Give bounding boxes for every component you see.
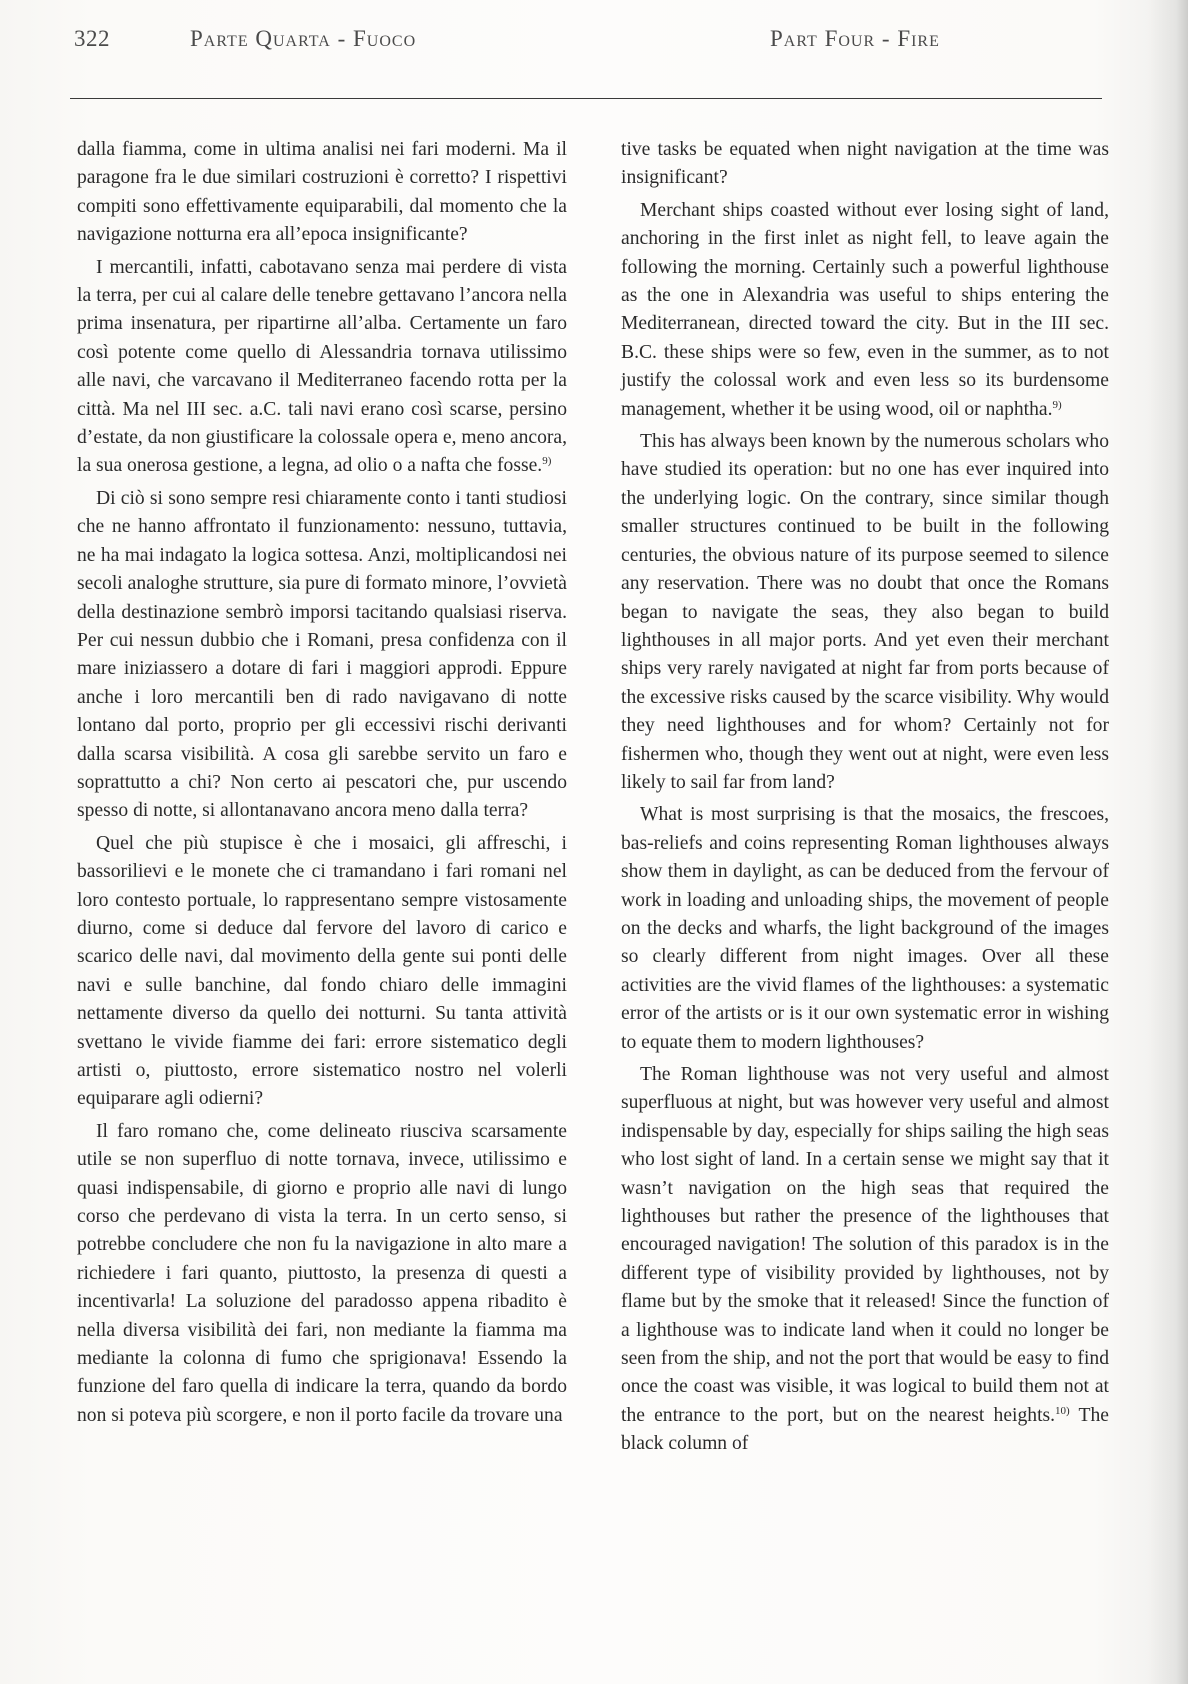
paragraph-text: Di ciò si sono sempre resi chiaramente conto i tanti studiosi che ne hanno affrontato il funzionamento: nessuno, tuttavia, ne ha mai indagato la logica sottesa. Anzi, moltiplicandosi nei secoli analoghe strutture, sia pure di formato minore, l’ovvietà della destinazione sembrò imporsi tacitando qualsiasi riserva. Per cui nessun dubbio che i Romani, presa confidenza con il mare iniziassero a dotare di fari i maggiori approdi. Eppure anche i loro mercantili ben di rado navigavano di notte lontano dal porto, proprio per gli eccessivi rischi derivanti dalla scarsa visibilità. A cosa gli sarebbe servito un faro e soprattutto a chi? Non certo ai pescatori che, pur uscendo spesso di notte, si allontanavano ancora meno dalla terra? bbox=[77, 487, 567, 822]
page-edge-shadow bbox=[1148, 0, 1188, 1684]
paragraph-text-tail: The black column of bbox=[621, 1404, 1110, 1455]
footnote-ref-9: 9) bbox=[1052, 398, 1062, 411]
paragraph-text: This has always been known by the numerous scholars who have studied its operation: but no one has ever inquired into the underlying logic. On the contrary, since similar though smaller structures continued to be built in the following centuries, the obvious nature of its purpose seemed to silence any reservation. There was no doubt that once the Romans began to navigate the seas, they also began to build lighthouses in all major ports. And yet even their merchant ships very rarely navigated at night far from ports because of the excessive risks caused by the scarce visibility. Why would they need lighthouses and for whom? Certainly not for fishermen who, though they went out at night, were even less likely to sail far from land? bbox=[621, 431, 1109, 793]
paragraph-text: dalla fiamma, come in ultima analisi nei fari moderni. Ma il paragone fra le due similari costruzioni è corretto? I rispettivi compiti sono effettivamente equiparabili, dal momento che la navigazione notturna era all’epoca insignificante? bbox=[77, 139, 567, 246]
footnote-ref-9: 9) bbox=[542, 455, 552, 468]
paragraph-text: The Roman lighthouse was not very useful and almost superfluous at night, but was however very useful and almost indispensable by day, especially for ships sailing the high seas who lost sight of land. In a certain sense we might say that it wasn’t navigation on the high seas that required the lighthouses but rather the presence of the lighthouses that encouraged navigation! The solution of this paradox is in the different type of visibility provided by lighthouses, not by flame but by the smoke that it released! Since the function of a lighthouse was to indicate land when it could no longer be seen from the ship, and not the port that would be easy to find once the coast was visible, it was logical to build them not at the entrance to the port, but on the nearest heights. bbox=[621, 1064, 1109, 1426]
english-paragraph bbox=[621, 1061, 1109, 1459]
paragraph-text: I mercantili, infatti, cabotavano senza mai perdere di vista la terra, per cui al calare delle tenebre gettavano l’ancora nella prima insenatura, per ripartirne all’alba. Certamente un faro così potente come quello di Alessandria tornava utilissimo alle navi, che varcavano il Mediterraneo facendo rotta per la città. Ma nel III sec. a.C. tali navi erano così scarse, persino d’estate, da non giustificare la colossale opera e, meno ancora, la sua onerosa gestione, a legna, ad olio o a nafta che fosse. bbox=[77, 256, 567, 477]
page-number: 322 bbox=[74, 26, 110, 51]
italian-paragraph bbox=[77, 254, 567, 481]
italian-column bbox=[77, 136, 567, 1434]
paragraph-text: Il faro romano che, come delineato riusciva scarsamente utile se non superfluo di notte tornava, invece, utilissimo e quasi indispensabile, di giorno e proprio alle navi di lungo corso che perdevano di vista la terra. In un certo senso, si potrebbe concludere che non fu la navigazione in alto mare a richiedere i fari quanto, piuttosto, la presenza di questi a incentivarla! La soluzione del paradosso appena ribadito è nella diversa visibilità dei fari, non mediante la fiamma ma mediante la colonna di fumo che sprigionava! Essendo la funzione del faro quella di indicare la terra, quando da bordo non si poteva più scorgere, e non il porto facile da trovare una bbox=[77, 1120, 567, 1426]
english-paragraph bbox=[621, 428, 1109, 797]
paragraph-text: Merchant ships coasted without ever losing sight of land, anchoring in the first inlet as night fell, to leave again the following the morning. Certainly such a powerful lighthouse as the one in Alexandria was useful to ships entering the Mediterranean, directed toward the city. But in the III sec. B.C. these ships were so few, even in the summer, as to not justify the colossal work and even less so its burdensome management, whether it be using wood, oil or naphtha. bbox=[621, 199, 1109, 420]
english-paragraph bbox=[621, 801, 1109, 1057]
english-column bbox=[621, 136, 1109, 1463]
italian-paragraph bbox=[77, 1118, 567, 1430]
italian-paragraph bbox=[77, 830, 567, 1114]
paragraph-text: Quel che più stupisce è che i mosaici, gli affreschi, i bassorilievi e le monete che ci tramandano i fari romani nel loro contesto portuale, lo rappresentano sempre vistosamente diurno, come si deduce dal fervore del lavoro di carico e scarico delle navi, dal movimento della gente sui ponti delle navi e sulle banchine, dal fondo chiaro delle immagini nettamente diverso da quello dei notturni. Su tanta attività svettano le vivide fiamme dei fari: errore sistematico degli artisti o, piuttosto, errore sistematico nostro nel volerli equiparare agli odierni? bbox=[77, 832, 567, 1110]
italian-paragraph bbox=[77, 485, 567, 826]
english-paragraph bbox=[621, 197, 1109, 424]
paragraph-text: What is most surprising is that the mosaics, the frescoes, bas-reliefs and coins representing Roman lighthouses always show them in daylight, as can be deduced from the fervour of work in loading and unloading ships, the movement of people on the decks and wharfs, the light background of the images so clearly different from night images. Over all these activities are the vivid flames of the lighthouses: a systematic error of the artists or is it our own systematic error in wishing to equate them to modern lighthouses? bbox=[621, 804, 1109, 1053]
header-rule bbox=[70, 98, 1102, 99]
paragraph-text: tive tasks be equated when night navigation at the time was insignificant? bbox=[621, 139, 1109, 189]
italian-paragraph bbox=[77, 136, 567, 250]
english-paragraph bbox=[621, 136, 1109, 193]
running-head-italian: Parte Quarta - Fuoco bbox=[190, 26, 417, 51]
running-head-english: Part Four - Fire bbox=[770, 26, 940, 51]
footnote-ref-10: 10) bbox=[1055, 1404, 1070, 1417]
page-header bbox=[70, 20, 1100, 60]
